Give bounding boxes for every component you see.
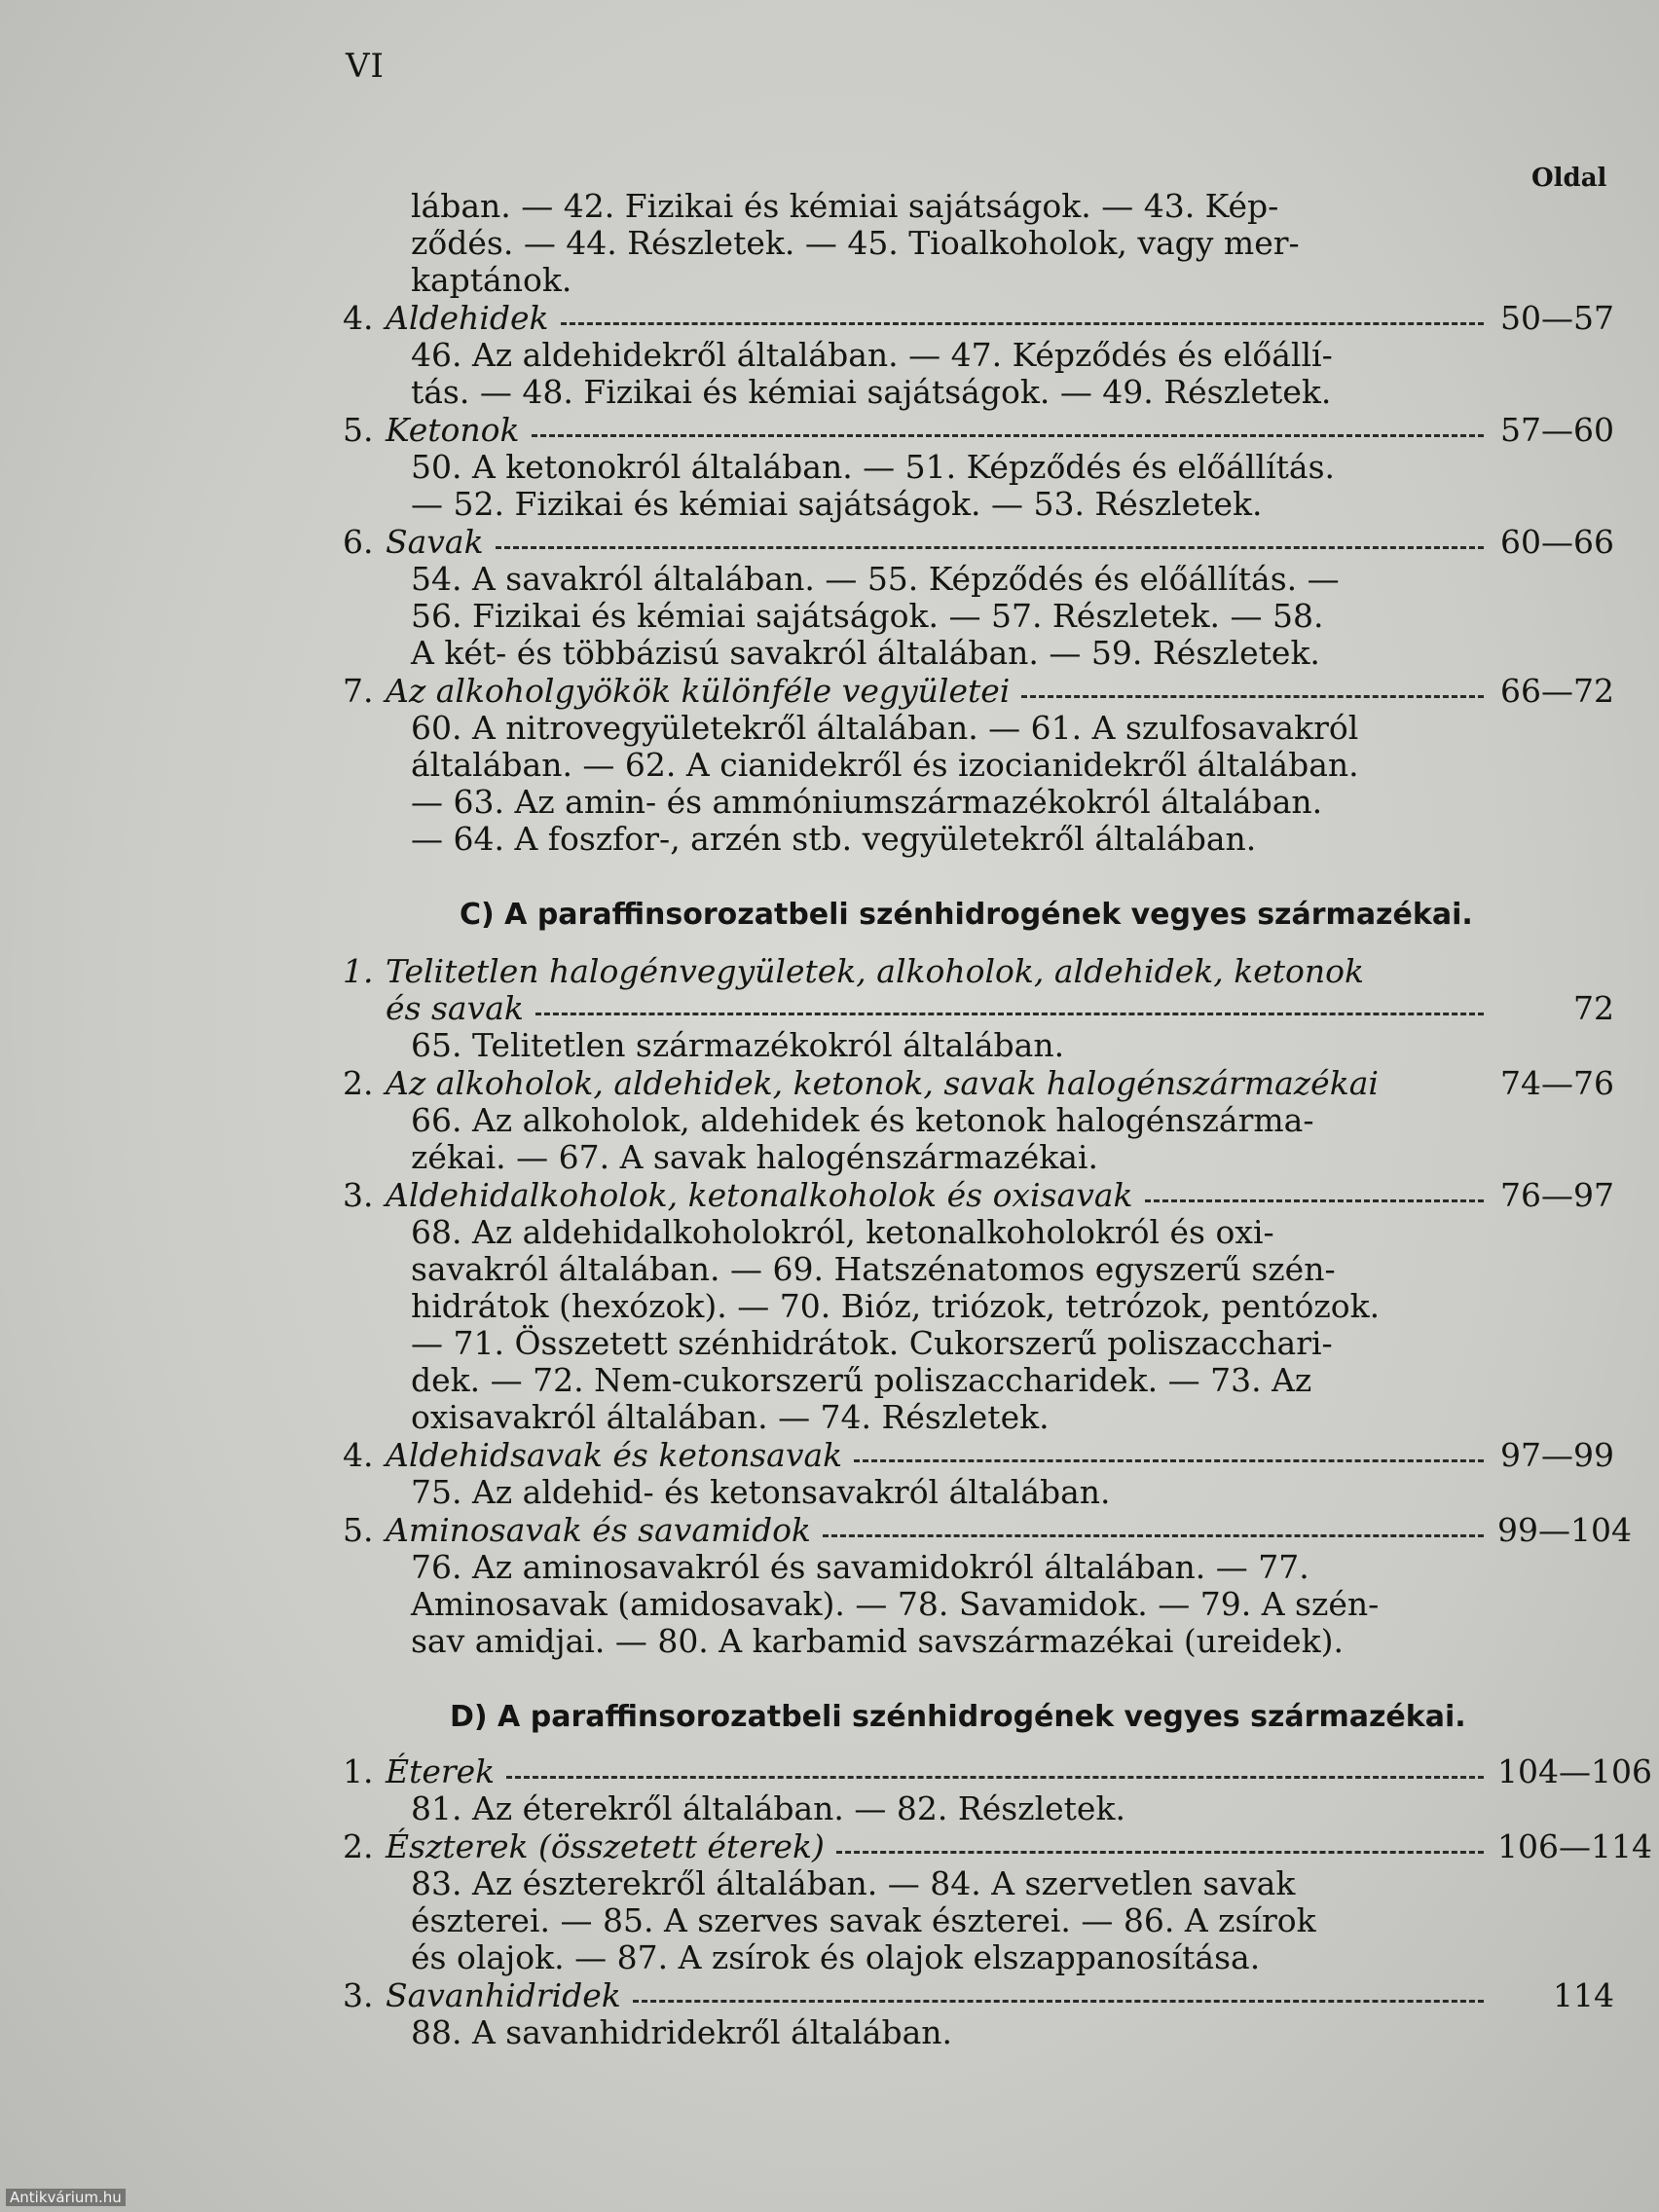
dot-leader [1145, 1199, 1484, 1202]
toc-entry [343, 300, 1614, 411]
table-of-contents [343, 187, 1652, 2051]
toc-entry [343, 1177, 1614, 1436]
text-line: tás. — 48. Fizikai és kémiai sajátságok. — 49. Részletek. [411, 373, 1332, 411]
text-line: 68. Az aldehidalkoholokról, ketonalkoholokról és oxi- [411, 1213, 1274, 1251]
watermark: Antikvárium.hu [6, 2189, 126, 2206]
dot-leader [535, 1013, 1484, 1015]
text-line: kaptánok. [411, 261, 572, 299]
entry-pages: 97—99 [1500, 1436, 1614, 1474]
dot-leader [854, 1459, 1484, 1462]
text-line: 76. Az aminosavakról és savamidokról általában. — 77. [411, 1548, 1309, 1586]
dot-leader [633, 2000, 1484, 2003]
dot-leader [532, 434, 1484, 437]
entry-number: 3. [343, 1176, 374, 1214]
entry-title: Savanhidridek [386, 1976, 621, 2014]
entry-pages: 114 [1553, 1976, 1614, 2014]
text-line: 60. A nitrovegyületekről általában. — 61. A szulfosavakról [411, 709, 1359, 747]
text-line: — 63. Az amin- és ammóniumszármazékokról általában. [411, 783, 1323, 821]
entry-number: 1. [343, 1752, 374, 1790]
toc-entry [343, 412, 1614, 523]
intro-continuation [343, 188, 1614, 299]
dot-leader [1021, 695, 1484, 698]
entry-pages: 57—60 [1500, 411, 1614, 449]
entry-number: 4. [343, 1436, 374, 1474]
dot-leader [836, 1851, 1484, 1854]
entry-number: 5. [343, 1511, 374, 1549]
toc-entry [343, 1437, 1614, 1511]
section-heading-d: D) A paraffinsorozatbeli szénhidrogének vegyes származékai. [450, 1700, 1466, 1734]
text-line: 65. Telitetlen származékokról általában. [411, 1026, 1065, 1064]
text-line: észterei. — 85. A szerves savak észterei. — 86. A zsírok [411, 1901, 1316, 1939]
entry-number: 4. [343, 299, 374, 337]
text-line: Aminosavak (amidosavak). — 78. Savamidok. — 79. A szén- [411, 1585, 1380, 1623]
entry-pages: 72 [1573, 989, 1614, 1027]
page-number: VI [346, 47, 385, 86]
entry-title: Telitetlen halogénvegyületek, alkoholok, aldehidek, ketonok [386, 952, 1364, 990]
toc-entry [343, 953, 1614, 1064]
entry-pages: 74—76 [1500, 1064, 1614, 1102]
entry-pages: 66—72 [1500, 672, 1614, 710]
entry-pages: 76—97 [1500, 1176, 1614, 1214]
text-line: 54. A savakról általában. — 55. Képződés és előállítás. — [411, 560, 1340, 598]
entry-pages: 60—66 [1500, 523, 1614, 561]
entry-pages: 50—57 [1500, 299, 1614, 337]
text-line: — 64. A foszfor-, arzén stb. vegyületekről általában. [411, 820, 1257, 858]
text-line: 50. A ketonokról általában. — 51. Képződés és előállítás. [411, 448, 1335, 486]
entry-title-continued: és savak [386, 989, 524, 1027]
text-line: zékai. — 67. A savak halogénszármazékai. [411, 1138, 1098, 1176]
text-line: 56. Fizikai és kémiai sajátságok. — 57. Részletek. — 58. [411, 597, 1324, 635]
entry-title: Éterek [386, 1752, 496, 1790]
entry-pages: 104—106 [1497, 1752, 1652, 1790]
toc-entry [343, 524, 1614, 672]
entry-title: Aldehidsavak és ketonsavak [386, 1436, 843, 1474]
toc-entry [343, 1977, 1614, 2051]
text-line: savakról általában. — 69. Hatszénatomos egyszerű szén- [411, 1250, 1336, 1288]
entry-pages: 106—114 [1497, 1827, 1652, 1865]
entry-title: Az alkoholgyökök különféle vegyületei [386, 672, 1011, 710]
entry-number: 3. [343, 1976, 374, 2014]
entry-title: Savak [386, 523, 484, 561]
text-line: dek. — 72. Nem-cukorszerű poliszaccharidek. — 73. Az [411, 1361, 1312, 1399]
text-line: hidrátok (hexózok). — 70. Bióz, triózok, tetrózok, pentózok. [411, 1287, 1381, 1325]
text-line: és olajok. — 87. A zsírok és olajok elszappanosítása. [411, 1938, 1261, 1976]
entry-number: 1. [343, 952, 374, 990]
toc-entry [343, 1511, 1632, 1660]
text-line: ződés. — 44. Részletek. — 45. Tioalkoholok, vagy mer- [411, 224, 1300, 262]
text-line: sav amidjai. — 80. A karbamid savszármazékai (ureidek). [411, 1622, 1344, 1660]
entry-title: Aldehidalkoholok, ketonalkoholok és oxisavak [386, 1176, 1133, 1214]
dot-leader [496, 546, 1484, 549]
text-line: — 52. Fizikai és kémiai sajátságok. — 53. Részletek. [411, 485, 1263, 523]
entry-title: Aldehidek [386, 299, 549, 337]
toc-entry [343, 673, 1614, 858]
text-line: 46. Az aldehidekről általában. — 47. Képződés és előállí- [411, 336, 1333, 374]
text-line: 66. Az alkoholok, aldehidek és ketonok halogénszárma- [411, 1101, 1314, 1139]
entry-pages: 99—104 [1497, 1511, 1632, 1549]
entry-number: 2. [343, 1827, 374, 1865]
entry-title: Ketonok [386, 411, 520, 449]
text-line: — 71. Összetett szénhidrátok. Cukorszerű poliszacchari- [411, 1324, 1333, 1362]
text-line: A két- és többázisú savakról általában. — 59. Részletek. [411, 634, 1320, 672]
text-line: lában. — 42. Fizikai és kémiai sajátságok. — 43. Kép- [411, 187, 1279, 225]
entry-number: 5. [343, 411, 374, 449]
dot-leader [506, 1776, 1484, 1779]
text-line: oxisavakról általában. — 74. Részletek. [411, 1398, 1050, 1436]
entry-number: 6. [343, 523, 374, 561]
dot-leader [823, 1534, 1484, 1537]
text-line: általában. — 62. A cianidekről és izocianidekről általában. [411, 746, 1359, 784]
page-column-label: Oldal [1531, 164, 1607, 193]
entry-title: Észterek (összetett éterek) [386, 1827, 825, 1865]
text-line: 75. Az aldehid- és ketonsavakról általában. [411, 1473, 1111, 1511]
toc-entry [343, 1827, 1652, 1976]
entry-title: Az alkoholok, aldehidek, ketonok, savak halogénszármazékai [386, 1064, 1379, 1102]
entry-number: 2. [343, 1064, 374, 1102]
dot-leader [561, 322, 1485, 325]
section-heading-c: C) A paraffinsorozatbeli szénhidrogének vegyes származékai. [460, 898, 1473, 932]
text-line: 83. Az észterekről általában. — 84. A szervetlen savak [411, 1864, 1296, 1902]
entry-number: 7. [343, 672, 374, 710]
text-line: 88. A savanhidridekről általában. [411, 2013, 953, 2051]
toc-entry [343, 1752, 1652, 1827]
toc-entry [343, 1065, 1614, 1176]
entry-title: Aminosavak és savamidok [386, 1511, 811, 1549]
text-line: 81. Az éterekről általában. — 82. Részletek. [411, 1789, 1125, 1827]
